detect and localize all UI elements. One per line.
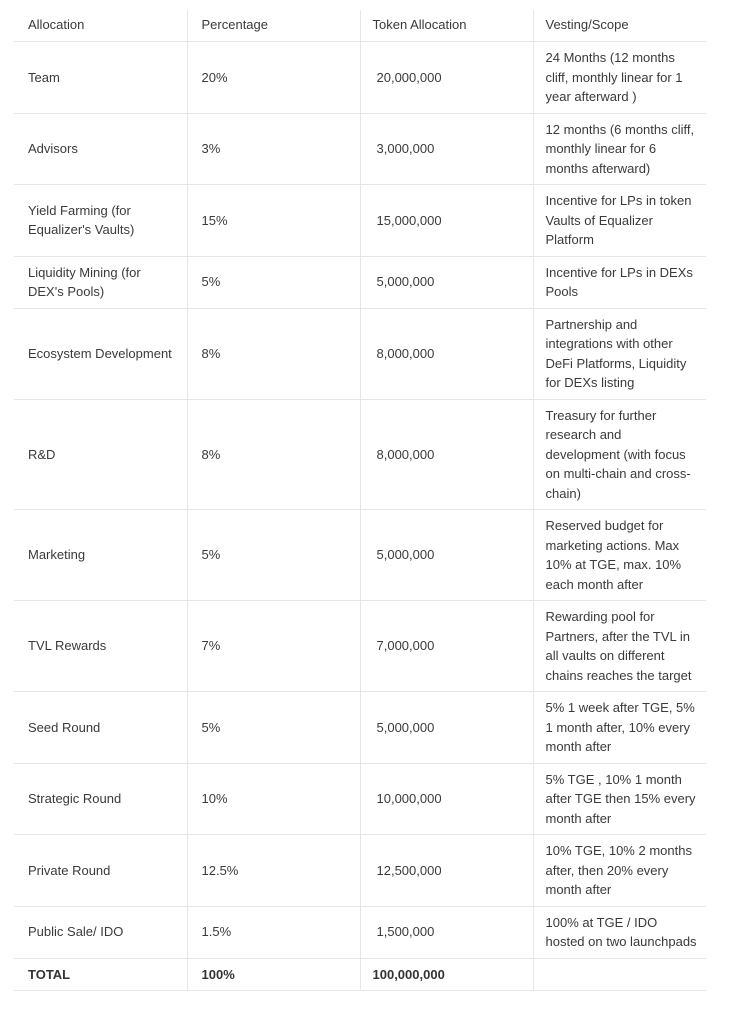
cell-percentage: 12.5%: [187, 835, 360, 907]
cell-tokens: 5,000,000: [360, 692, 533, 764]
cell-allocation: Advisors: [14, 113, 187, 185]
table-row: [14, 601, 706, 692]
cell-tokens: 8,000,000: [360, 308, 533, 399]
cell-tokens: 8,000,000: [360, 399, 533, 510]
cell-percentage: 7%: [187, 601, 360, 692]
cell-percentage: 5%: [187, 692, 360, 764]
table-row: [14, 42, 706, 114]
token-allocation-table: [14, 10, 706, 991]
header-token-allocation: Token Allocation: [360, 10, 533, 42]
table-header-row: [14, 10, 706, 42]
cell-vesting: 100% at TGE / IDO hosted on two launchpads: [533, 906, 706, 958]
cell-tokens: 3,000,000: [360, 113, 533, 185]
cell-allocation: Public Sale/ IDO: [14, 906, 187, 958]
cell-allocation: R&D: [14, 399, 187, 510]
cell-tokens: 5,000,000: [360, 256, 533, 308]
cell-percentage: 8%: [187, 308, 360, 399]
cell-allocation: Ecosystem Development: [14, 308, 187, 399]
cell-vesting: Partnership and integrations with other DeFi Platforms, Liquidity for DEXs listing: [533, 308, 706, 399]
cell-allocation: Marketing: [14, 510, 187, 601]
cell-allocation: Team: [14, 42, 187, 114]
cell-vesting: 12 months (6 months cliff, monthly linear for 6 months afterward): [533, 113, 706, 185]
table-row: [14, 763, 706, 835]
table-row: [14, 906, 706, 958]
cell-vesting: Reserved budget for marketing actions. Max 10% at TGE, max. 10% each month after: [533, 510, 706, 601]
table-row: [14, 308, 706, 399]
total-tokens: 100,000,000: [360, 958, 533, 991]
cell-percentage: 20%: [187, 42, 360, 114]
cell-percentage: 3%: [187, 113, 360, 185]
table-row: [14, 399, 706, 510]
cell-percentage: 1.5%: [187, 906, 360, 958]
table-row: [14, 113, 706, 185]
cell-tokens: 7,000,000: [360, 601, 533, 692]
cell-vesting: Incentive for LPs in DEXs Pools: [533, 256, 706, 308]
cell-vesting: 10% TGE, 10% 2 months after, then 20% every month after: [533, 835, 706, 907]
table-row: [14, 256, 706, 308]
cell-allocation: TVL Rewards: [14, 601, 187, 692]
total-percentage: 100%: [187, 958, 360, 991]
cell-allocation: Yield Farming (for Equalizer's Vaults): [14, 185, 187, 257]
table-row: [14, 835, 706, 907]
cell-vesting: 5% TGE , 10% 1 month after TGE then 15% every month after: [533, 763, 706, 835]
header-allocation: Allocation: [14, 10, 187, 42]
header-vesting-scope: Vesting/Scope: [533, 10, 706, 42]
cell-vesting: 24 Months (12 months cliff, monthly linear for 1 year afterward ): [533, 42, 706, 114]
cell-percentage: 8%: [187, 399, 360, 510]
cell-tokens: 15,000,000: [360, 185, 533, 257]
cell-allocation: Strategic Round: [14, 763, 187, 835]
cell-percentage: 15%: [187, 185, 360, 257]
table-row: [14, 510, 706, 601]
cell-allocation: Liquidity Mining (for DEX's Pools): [14, 256, 187, 308]
cell-tokens: 12,500,000: [360, 835, 533, 907]
cell-tokens: 10,000,000: [360, 763, 533, 835]
total-row: [14, 958, 706, 991]
cell-vesting: 5% 1 week after TGE, 5% 1 month after, 10% every month after: [533, 692, 706, 764]
header-percentage: Percentage: [187, 10, 360, 42]
total-label: TOTAL: [14, 958, 187, 991]
cell-vesting: Rewarding pool for Partners, after the TVL in all vaults on different chains reaches the target: [533, 601, 706, 692]
cell-percentage: 5%: [187, 510, 360, 601]
cell-tokens: 20,000,000: [360, 42, 533, 114]
cell-percentage: 5%: [187, 256, 360, 308]
cell-vesting: Incentive for LPs in token Vaults of Equalizer Platform: [533, 185, 706, 257]
table-row: [14, 692, 706, 764]
cell-vesting: Treasury for further research and development (with focus on multi-chain and cross-chain): [533, 399, 706, 510]
cell-percentage: 10%: [187, 763, 360, 835]
cell-tokens: 5,000,000: [360, 510, 533, 601]
total-vesting: [533, 958, 706, 991]
table-row: [14, 185, 706, 257]
cell-tokens: 1,500,000: [360, 906, 533, 958]
cell-allocation: Seed Round: [14, 692, 187, 764]
cell-allocation: Private Round: [14, 835, 187, 907]
